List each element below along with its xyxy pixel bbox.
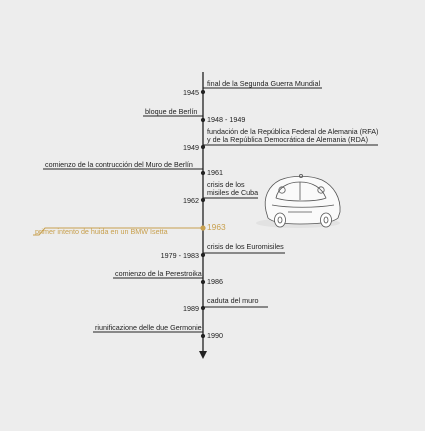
event-year: 1948 - 1949 xyxy=(207,115,246,124)
event-label xyxy=(145,108,197,116)
event-label-line: primer intento de huida en un BMW Isetta xyxy=(35,227,168,236)
event-year: 1945 xyxy=(183,88,199,97)
event-label-line: fundación de la República Federal de Alemania (RFA) xyxy=(207,127,379,136)
event-label xyxy=(207,181,258,198)
event-label-line: riunificazione delle due Germonie xyxy=(95,323,202,332)
event-label-line: bloque de Berlín xyxy=(145,107,198,116)
event-dot xyxy=(200,225,205,230)
event-year: 1989 xyxy=(183,304,199,313)
event-label-line: comienzo de la Perestroika xyxy=(115,269,202,278)
event-label xyxy=(45,161,193,169)
event-dot xyxy=(201,171,205,175)
event-label-line: final de la Segunda Guerra Mundial xyxy=(207,79,321,88)
event-label xyxy=(207,243,284,251)
event-year: 1962 xyxy=(183,196,199,205)
event-dot xyxy=(201,253,205,257)
event-year: 1979 - 1983 xyxy=(160,251,199,260)
timeline-arrow-icon xyxy=(199,351,207,359)
event-dot xyxy=(201,145,205,149)
event-dot xyxy=(201,280,205,284)
event-dot xyxy=(201,334,205,338)
event-label-line: misiles de Cuba xyxy=(207,188,259,198)
event-label-line: crisis de los Euromisiles xyxy=(207,242,284,251)
event-label xyxy=(207,297,259,305)
event-label-line: crisis de los xyxy=(207,180,245,189)
event-year: 1986 xyxy=(207,277,223,286)
bmw-isetta-car-icon xyxy=(256,174,340,228)
event-label-line: comienzo de la contrucción del Muro de Berlín xyxy=(45,160,193,169)
event-label xyxy=(95,324,202,332)
timeline-axis xyxy=(199,72,207,359)
event-label xyxy=(35,228,168,236)
event-label xyxy=(115,270,202,278)
event-dot xyxy=(201,118,205,122)
event-label-line: y de la República Democrática de Alemania (RDA) xyxy=(207,135,368,145)
event-year: 1961 xyxy=(207,168,223,177)
event-year: 1963 xyxy=(207,222,226,232)
event-label xyxy=(207,80,320,88)
event-dot xyxy=(201,198,205,202)
event-label xyxy=(207,128,378,145)
event-year: 1949 xyxy=(183,143,199,152)
event-dot xyxy=(201,306,205,310)
event-year: 1990 xyxy=(207,331,223,340)
event-dot xyxy=(201,90,205,94)
event-label-line: caduta del muro xyxy=(207,296,259,305)
